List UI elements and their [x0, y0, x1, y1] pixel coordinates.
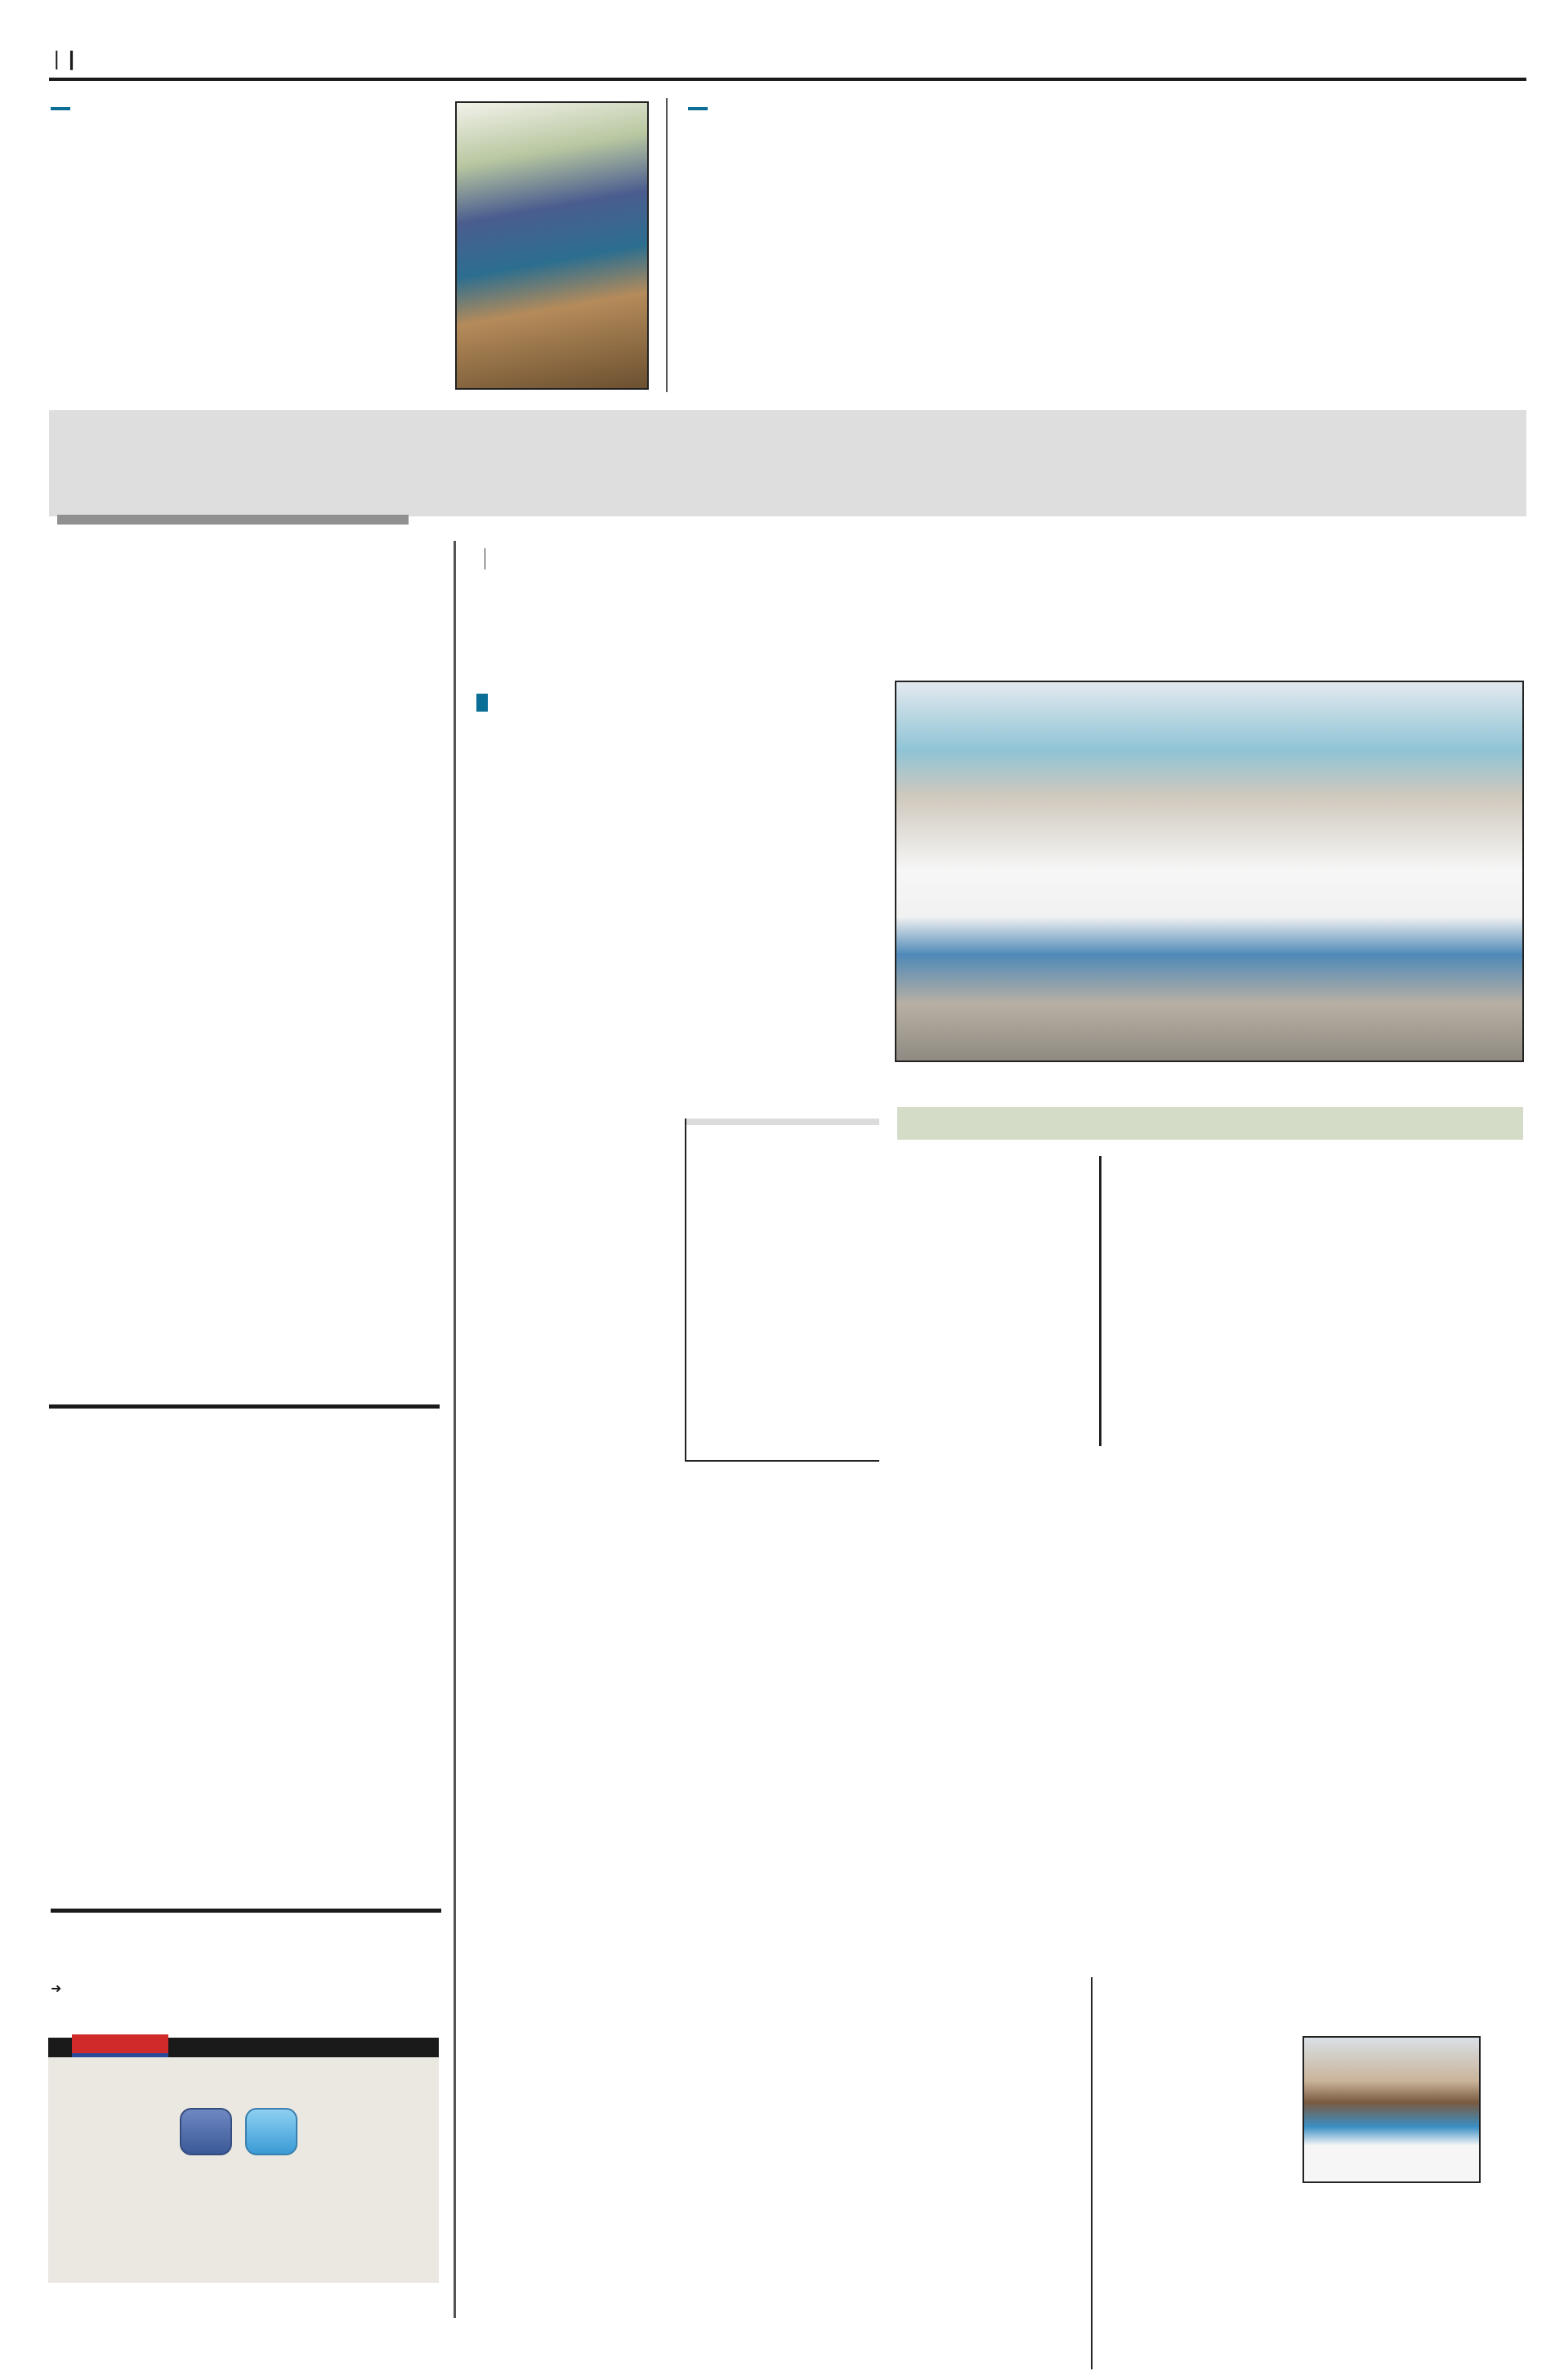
team-photo — [895, 681, 1524, 1062]
staff-divider — [1091, 1977, 1093, 2369]
natation-subhead — [476, 694, 673, 713]
sidebar-divider — [454, 541, 456, 2318]
info-plus-box — [685, 1119, 879, 1462]
vergnoux-photo — [1303, 2036, 1481, 2183]
clin-doeil-kicker — [51, 107, 70, 110]
info-plus-title — [686, 1119, 879, 1125]
espoirs-heading — [897, 1107, 1523, 1140]
clin-doeil-article — [51, 100, 451, 132]
natation-col1 — [476, 681, 673, 728]
etat-civil-rule — [51, 1909, 441, 1913]
histoire-kicker — [688, 107, 708, 110]
subhead-marker — [476, 694, 488, 712]
contact-box — [48, 2057, 439, 2283]
staff-col1 — [474, 2033, 662, 2034]
naissance-item: ➜ — [51, 1982, 61, 1996]
utile-rule — [49, 1404, 440, 1409]
natation-kicker-line — [476, 546, 494, 574]
section-band — [49, 410, 1526, 516]
header-rule — [49, 78, 1526, 81]
dauphine-logo — [72, 2034, 168, 2057]
facebook-icon[interactable] — [180, 2108, 232, 2155]
natation-col2 — [689, 681, 883, 687]
twitter-icon[interactable] — [245, 2108, 297, 2155]
page-header: | | — [54, 47, 74, 70]
vergnoux-col1 — [1111, 2033, 1312, 2034]
espoirs-divider — [1099, 1156, 1102, 1446]
column-divider — [666, 98, 668, 392]
section-underline — [57, 515, 409, 525]
organ-grinder-photo — [455, 101, 649, 390]
histoire-article — [688, 100, 1530, 127]
